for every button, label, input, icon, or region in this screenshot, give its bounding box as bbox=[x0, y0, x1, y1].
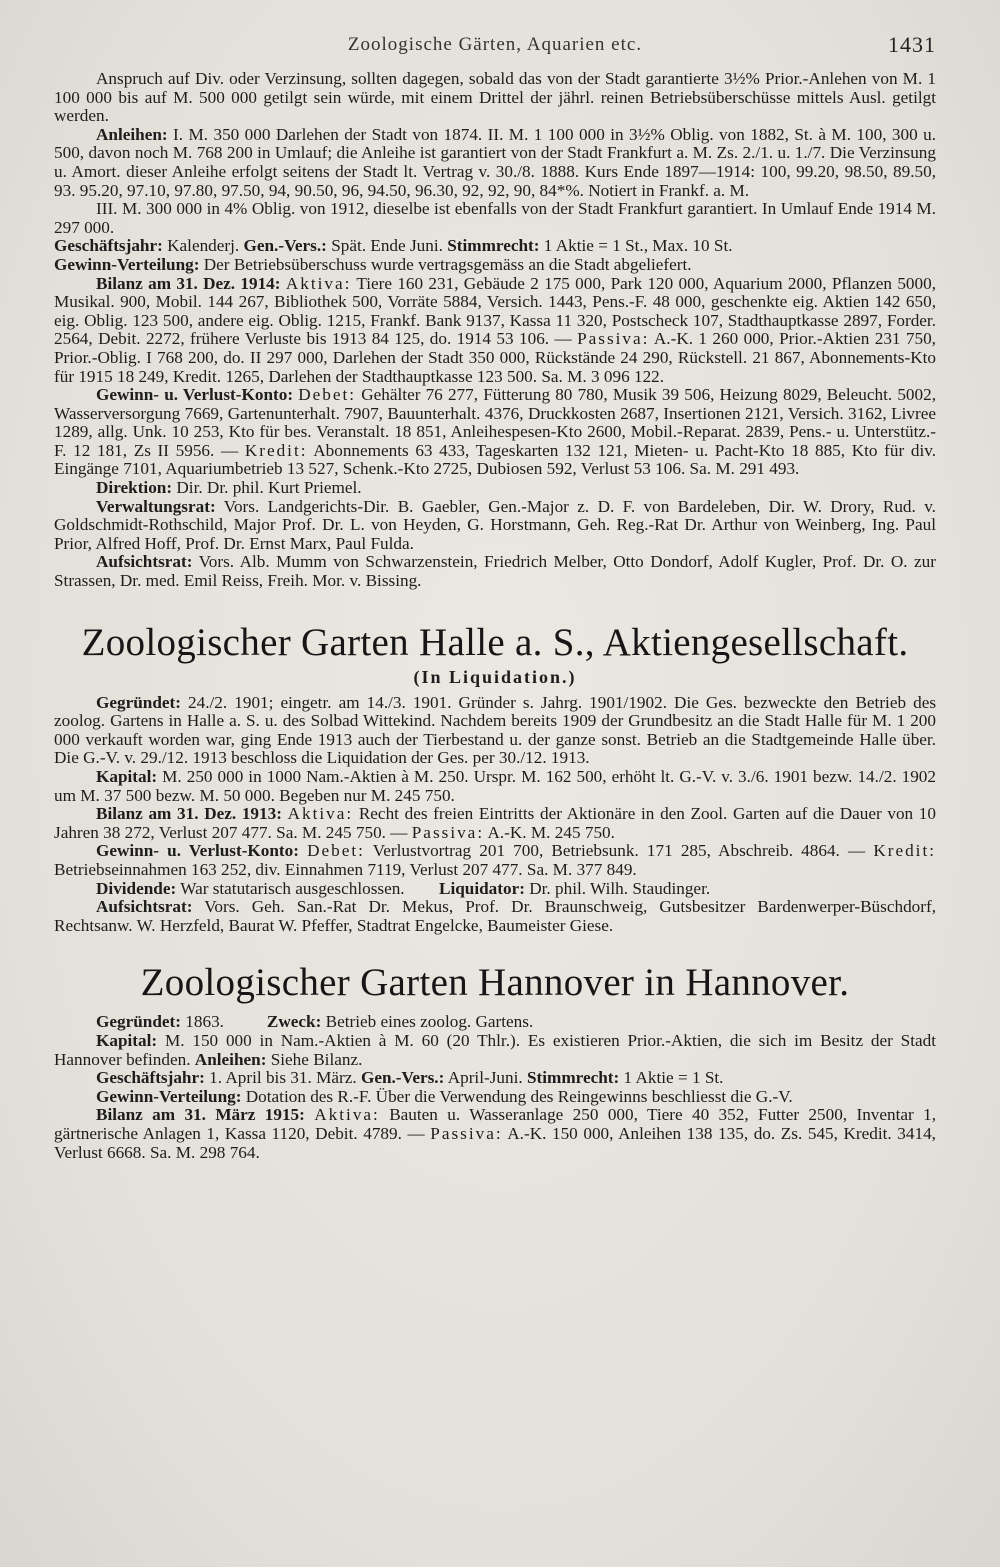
paragraph-anleihe-iii: III. M. 300 000 in 4% Oblig. von 1912, dieselbe ist ebenfalls von der Stadt Frankfurt garantiert. In Umlauf Ende 1914 M. 297 000. bbox=[54, 199, 936, 237]
paragraph-anleihen: Anleihen: I. M. 350 000 Darlehen der Stadt von 1874. II. M. 1 100 000 in 3½% Oblig. von 1882, St. à M. 100, 300 u. 500, davon noch M. 768 200 in Umlauf; die Anleihe ist garantiert von der Stadt Frankfurt a. M. Zs. 2./1. u. 1./7. Die Verzinsung u. Amort. dieser Anleihe erfolgt seitens der Stadt lt. Vertrag v. 30./8. 1888. Kurs Ende 1897—1914: 100, 99.20, 98.50, 89.50, 93. 95.20, 97.10, 97.80, 97.50, 94, 90.50, 96, 94.50, 96.30, 92, 92, 90, 84*%. Notiert in Frankf. a. M. bbox=[54, 124, 936, 200]
paragraph-gewinn-verteilung: Gewinn-Verteilung: Dotation des R.-F. Über die Verwendung des Reingewinns beschliesst die G.-V. bbox=[96, 1086, 793, 1106]
paragraph-geschaeftsjahr: Geschäftsjahr: 1. April bis 31. März. Gen.-Vers.: April-Juni. Stimmrecht: 1 Aktie = 1 St. bbox=[96, 1068, 724, 1088]
section-frankfurt-continued bbox=[54, 70, 936, 591]
paragraph-bilanz: Bilanz am 31. Dez. 1913: Aktiva: Recht des freien Eintritts der Aktionäre in den Zool. Garten auf die Dauer von 10 Jahren 38 272, Verlust 207 477. Sa. M. 245 750. — Passiva: A.-K. M. 245 750. bbox=[54, 804, 936, 842]
label-anleihen: Anleihen: bbox=[96, 124, 168, 144]
paragraph-gewinn-verlust: Gewinn- u. Verlust-Konto: Debet: Gehälter 76 277, Fütterung 80 780, Musik 39 506, Heizung 8029, Beleucht. 5002, Wasserversorgung 7669, Gartenunterhalt. 7907, Bauunterhalt. 4376, Druckkosten 2687, Insertionen 2121, Versich. 3162, Livree 1289, allg. Unk. 10 253, Kto für bes. Veranstalt. 18 851, Anleihespesen-Kto 2600, Mobil.-Reparat. 2839, Pens.- u. Unterstütz.-F. 12 181, Zs II 5956. — Kredit: Abonnements 63 433, Tageskarten 132 121, Mieten- u. Pacht-Kto 18 885, Kto für div. Eingänge 7101, Aquariumbetrieb 13 527, Schenk.-Kto 2725, Dubiosen 592, Verlust 53 106. Sa. M. 291 493. bbox=[54, 385, 937, 479]
paragraph-dividende: Dividende: War statutarisch ausgeschlossen. Liquidator: Dr. phil. Wilh. Staudinger. bbox=[96, 878, 711, 898]
paragraph-kapital: Kapital: M. 150 000 in Nam.-Aktien à M. 60 (20 Thlr.). Es existieren Prior.-Aktien, die sich im Besitz der Stadt Hannover befinden. Anleihen: Siehe Bilanz. bbox=[54, 1030, 937, 1069]
section-title-hannover: Zoologischer Garten Hannover in Hannover. bbox=[140, 961, 850, 1005]
section-subtitle-liquidation: (In Liquidation.) bbox=[413, 666, 577, 687]
paragraph-direktion: Direktion: Dir. Dr. phil. Kurt Priemel. bbox=[96, 478, 362, 498]
paragraph-gegruendet: Gegründet: 1863. Zweck: Betrieb eines zoolog. Gartens. bbox=[96, 1012, 534, 1032]
paragraph-gewinn-verlust: Gewinn- u. Verlust-Konto: Debet: Verlustvortrag 201 700, Betriebsunk. 171 285, Abschreib. 4864. — Kredit: Betriebseinnahmen 163 252, div. Einnahmen 7119, Verlust 207 477. Sa. M. 377 849. bbox=[54, 841, 936, 879]
running-header bbox=[54, 30, 936, 70]
paragraph-gegruendet: Gegründet: 24./2. 1901; eingetr. am 14./3. 1901. Gründer s. Jahrg. 1901/1902. Die Ges. bezweckte den Betrieb des zoolog. Gartens in Halle a. S. u. des Solbad Wittekind. Nachdem bereits 1909 der Grundbesitz an die Stadt Halle für M. 1 200 000 verkauft worden war, ging Ende 1913 auch der Tierbestand u. der ganze sonst. Betrieb an die Stadtgemeinde Halle über. Die G.-V. v. 29./12. 1913 beschloss die Liquidation der Ges. per 30./12. 1913. bbox=[54, 692, 937, 768]
page-number: 1431 bbox=[888, 32, 936, 57]
paragraph-geschaeftsjahr: Geschäftsjahr: Kalenderj. Gen.-Vers.: Spät. Ende Juni. Stimmrecht: 1 Aktie = 1 St., Max. 10 St. bbox=[54, 236, 733, 256]
paragraph-gewinn-verteilung: Gewinn-Verteilung: Der Betriebsüberschuss wurde vertragsgemäss an die Stadt abgeliefert. bbox=[54, 254, 692, 274]
paragraph-bilanz: Bilanz am 31. März 1915: Aktiva: Bauten u. Wasseranlage 250 000, Tiere 40 352, Futter 2500, Inventar 1, gärtnerische Anlagen 1, Kassa 1120, Debit. 4789. — Passiva: A.-K. 150 000, Anleihen 138 135, do. Zs. 545, Kredit. 3414, Verlust 6668. Sa. M. 298 764. bbox=[54, 1105, 937, 1162]
header-title: Zoologische Gärten, Aquarien etc. bbox=[347, 34, 643, 55]
section-title-halle: Zoologischer Garten Halle a. S., Aktiengesellschaft. bbox=[81, 620, 909, 664]
paragraph-aufsichtsrat: Aufsichtsrat: Vors. Alb. Mumm von Schwarzenstein, Friedrich Melber, Otto Dondorf, Adolf Kugler, Prof. Dr. O. zur Strassen, Dr. med. Emil Reiss, Freih. Mor. v. Bissing. bbox=[54, 552, 936, 591]
paragraph-verwaltungsrat: Verwaltungsrat: Vors. Landgerichts-Dir. B. Gaebler, Gen.-Major z. D. F. von Bardeleben, Dir. W. Drory, Rud. v. Goldschmidt-Rothschild, Major Prof. Dr. L. von Heyden, G. Horstmann, Geh. Reg.-Rat Dr. Arthur von Weinberg, Ing. Paul Prior, Alfred Hoff, Prof. Dr. Ernst Marx, Paul Fulda. bbox=[54, 496, 936, 553]
paragraph-anspruch: Anspruch auf Div. oder Verzinsung, sollten dagegen, sobald das von der Stadt garantierte 3½% Prior.-Anlehen von M. 1 100 000 bis auf M. 500 000 getilgt sein würde, mit einem Drittel der jährl. reinen Betriebsüberschüsse mittels Ausl. getilgt werden. bbox=[54, 69, 936, 126]
paragraph-aufsichtsrat: Aufsichtsrat: Vors. Geh. San.-Rat Dr. Mekus, Prof. Dr. Braunschweig, Gutsbesitzer Bardenwerper-Büschdorf, Rechtsanw. W. Herzfeld, Baurat W. Pfeffer, Stadtrat Engelcke, Baumeister Giese. bbox=[54, 897, 936, 935]
section-hannover bbox=[54, 961, 936, 1162]
paragraph-kapital: Kapital: M. 250 000 in 1000 Nam.-Aktien à M. 250. Urspr. M. 162 500, erhöht lt. G.-V. v. 3./6. 1901 bezw. 14./2. 1902 um M. 37 500 bezw. M. 50 000. Begeben nur M. 245 750. bbox=[54, 767, 936, 805]
section-halle bbox=[54, 621, 936, 936]
paragraph-bilanz: Bilanz am 31. Dez. 1914: Aktiva: Tiere 160 231, Gebäude 2 175 000, Park 120 000, Aquarium 2000, Pflanzen 5000, Musikal. 900, Mobil. 144 267, Bibliothek 500, Vorräte 5884, Versich. 1443, Pens.-F. 48 000, geschenkte eig. Aktien 142 650, eig. Oblig. 123 500, andere eig. Oblig. 1215, Frankf. Bank 9137, Kassa 11 320, Postscheck 107, Stadthauptkasse 2897, Forder. 2564, Debit. 2272, frühere Verluste bis 1913 84 125, do. 1914 53 106. — Passiva: A.-K. 1 260 000, Prior.-Aktien 231 750, Prior.-Oblig. I 768 200, do. II 297 000, Darlehen der Stadt 350 000, Rückstände 24 290, Rückstell. 21 867, Abonnements-Kto für 1915 18 249, Kredit. 1265, Darlehen der Stadthauptkasse 123 500. Sa. M. 3 096 122. bbox=[54, 273, 936, 386]
